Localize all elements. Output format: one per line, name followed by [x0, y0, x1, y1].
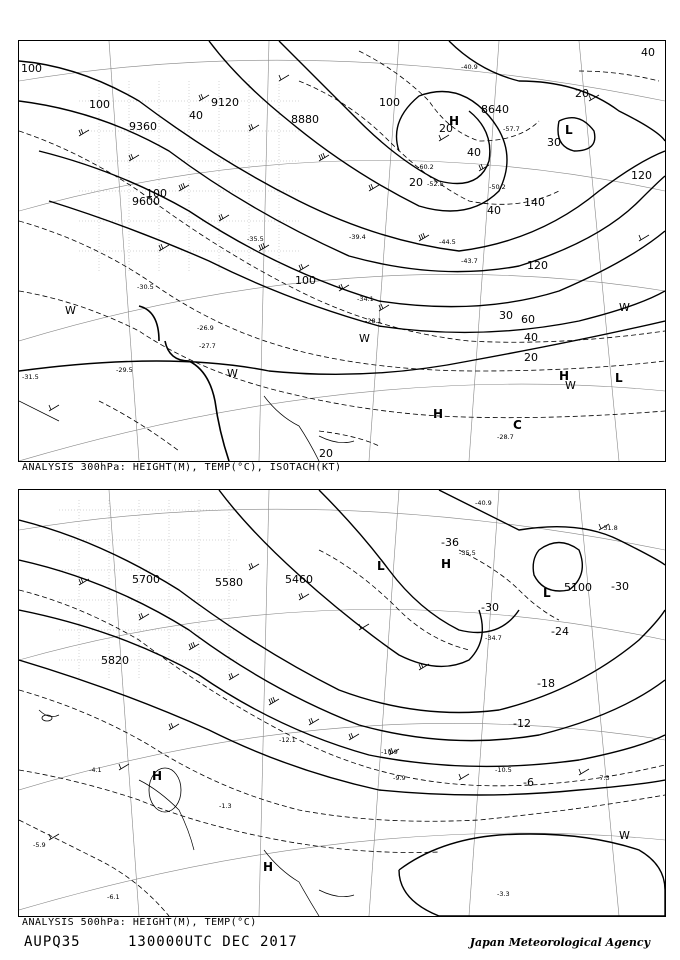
temp-label: -9.9 [393, 774, 406, 782]
temp-label: -30.5 [137, 283, 154, 291]
pressure-center-high: H [441, 557, 452, 571]
temp-label: -34.1 [357, 295, 374, 303]
isotach-label: 30 [499, 309, 513, 322]
isotach-label: 100 [21, 62, 42, 75]
agency-name: Japan Meteorological Agency [469, 936, 650, 949]
temp-label: -7.3 [597, 774, 610, 782]
isotach-label: 40 [189, 109, 203, 122]
isotach-label: 20 [439, 122, 453, 135]
isotach-label: 40 [641, 46, 655, 59]
isotach-label: 100 [89, 98, 110, 111]
isotach-label: 120 [527, 259, 548, 272]
temp-label: -3.3 [497, 890, 510, 898]
temp-label: -27.7 [199, 342, 216, 350]
isotach-label: 20 [524, 351, 538, 364]
temp-contours [19, 550, 665, 916]
temp-label: -28.1 [365, 317, 382, 325]
height-label: 9120 [211, 96, 239, 109]
coastline [139, 306, 229, 461]
height-label: 5700 [132, 573, 160, 586]
pressure-center-low: L [615, 371, 623, 385]
temp-label: -44.5 [439, 238, 456, 246]
height-contours [19, 41, 665, 374]
temp-label: -35.5 [247, 235, 264, 243]
temp-label: -43.7 [461, 257, 478, 265]
isotach-label: 100 [146, 187, 167, 200]
grid-lines [19, 490, 665, 916]
isotach-label: 20 [575, 87, 589, 100]
coast-detail [19, 396, 354, 461]
pressure-center-warm: W [619, 829, 630, 842]
map-300hpa-canvas [19, 41, 665, 461]
temp-label: -30 [611, 580, 629, 593]
temp-label: -40.9 [461, 63, 478, 71]
isotach-label: 20 [409, 176, 423, 189]
temp-label: -4.1 [89, 766, 102, 774]
pressure-center-warm: W [359, 332, 370, 345]
height-label: 9600 [132, 195, 160, 208]
pressure-center-high: H [449, 114, 460, 128]
height-label: 5100 [564, 581, 592, 594]
pressure-center-high: H [152, 769, 163, 783]
pressure-center-warm: W [227, 367, 238, 380]
temp-label: -30 [481, 601, 499, 614]
temp-label: -12 [513, 717, 531, 730]
isotach-label: 40 [467, 146, 481, 159]
temp-label: -31.8 [601, 524, 618, 532]
dotted-grid [59, 500, 239, 680]
map-500hpa-caption: ANALYSIS 500hPa: HEIGHT(M), TEMP(°C) [22, 917, 257, 928]
temp-label: -10.9 [381, 748, 398, 756]
height-label: 5580 [215, 576, 243, 589]
pressure-center-warm: W [565, 379, 576, 392]
map-500hpa [18, 489, 666, 917]
map-300hpa-caption: ANALYSIS 300hPa: HEIGHT(M), TEMP(°C), ISOTACH(KT) [22, 462, 342, 473]
isotach-label: 20 [319, 447, 333, 460]
temp-label: -6.1 [107, 893, 120, 901]
pressure-center-low: L [543, 586, 551, 600]
pressure-center-high: H [263, 860, 274, 874]
isotach-label: 60 [521, 313, 535, 326]
temp-label: -1.3 [219, 802, 232, 810]
temp-label: -5.9 [33, 841, 46, 849]
bulletin-code: AUPQ35 [24, 934, 81, 950]
temp-label: -18 [537, 677, 555, 690]
temp-label: -24 [551, 625, 569, 638]
isotach-label: 100 [379, 96, 400, 109]
temp-label: -26.9 [197, 324, 214, 332]
temp-label: -52.5 [427, 180, 444, 188]
small-closed-contours [42, 715, 181, 812]
temp-label: -36 [441, 536, 459, 549]
temp-label: -57.7 [503, 125, 520, 133]
temp-label: -6 [523, 776, 534, 789]
pressure-center-high: H [559, 369, 570, 383]
isotach-label: 40 [524, 331, 538, 344]
coastline [39, 710, 354, 916]
map-500hpa-canvas [19, 490, 665, 916]
temp-label: -60.2 [417, 163, 434, 171]
map-300hpa [18, 40, 666, 462]
pressure-center-high: H [433, 407, 444, 421]
height-label: 5820 [101, 654, 129, 667]
height-label: 9360 [129, 120, 157, 133]
temp-label: -12.1 [279, 736, 296, 744]
isotach-label: 30 [547, 136, 561, 149]
pressure-center-low: L [377, 559, 385, 573]
height-label: 5460 [285, 573, 313, 586]
temp-label: -35.5 [459, 549, 476, 557]
temp-label: -31.5 [22, 373, 39, 381]
temp-label: -40.9 [475, 499, 492, 507]
analysis-time: 130000UTC DEC 2017 [128, 934, 298, 950]
temp-label: -39.4 [349, 233, 366, 241]
temp-label: -34.7 [485, 634, 502, 642]
pressure-center-cold: C [513, 418, 522, 432]
isotach-label: 140 [524, 196, 545, 209]
isotach-label: 100 [295, 274, 316, 287]
pressure-center-low: L [565, 123, 573, 137]
temp-label: -28.7 [497, 433, 514, 441]
temp-label: -50.2 [489, 183, 506, 191]
temp-label: -10.5 [495, 766, 512, 774]
isotach-label: 40 [487, 204, 501, 217]
height-contours [19, 490, 665, 916]
wind-barbs [49, 524, 609, 840]
height-label: 8880 [291, 113, 319, 126]
isotach-label: 120 [631, 169, 652, 182]
temp-label: -29.5 [116, 366, 133, 374]
pressure-center-warm: W [65, 304, 76, 317]
pressure-center-warm: W [619, 301, 630, 314]
height-label: 8640 [481, 103, 509, 116]
